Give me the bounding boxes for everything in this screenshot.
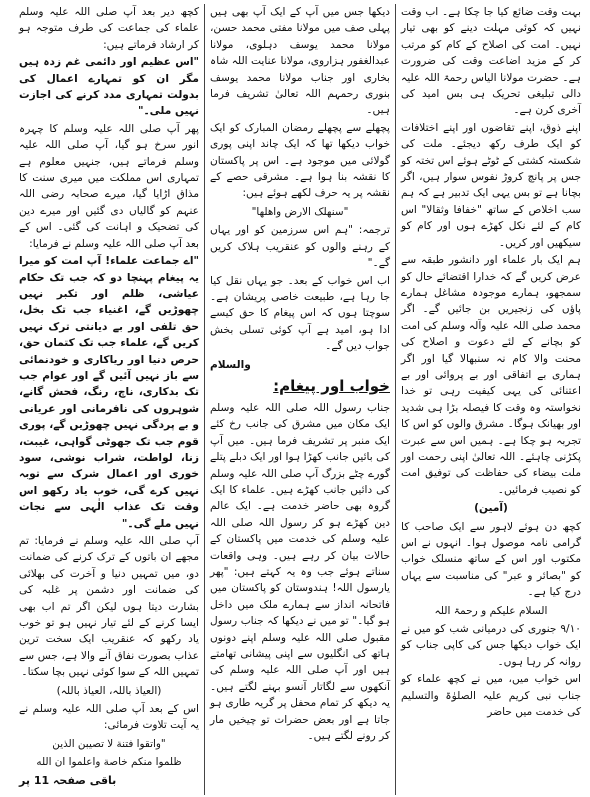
paragraph: اپنے ذوق، اپنے تقاضوں اور اپنے اختلافات کو ایک طرف رکھ دیجئے۔ ملت کی شکستہ کشتی کے ٹوٹے ہوئے اس تختہ کو جس پر پانچ کروڑ نفوس سوار ہیں، اگر بچانا ہے تو بس یہی ایک تدبیر ہے کہ ہم سب اخلاص کے ساتھ "خفافا وثقالا" اس کام کے لئے نکل کھڑے ہوں اور کام کو سیکھیں اور کریں۔ [401, 121, 581, 249]
column-divider [395, 4, 396, 795]
paragraph: جناب رسول اللہ صلی اللہ علیہ وسلم ایک مکان میں مشرق کی جانب رخ کئے ایک منبر پر تشریف فرما ہیں۔ میں آپ کی بائیں جانب کھڑا ہوا اور ایک دبلے پتلے گورے چٹے بزرگ آپ صلی اللہ علیہ وسلم کی دائیں جانب کھڑے ہیں۔ علماء کا ایک گروہ بھی حاضر خدمت ہے۔ ایک عالم دین کھڑے ہو کر رسول اللہ صلی اللہ علیہ وسلم کی خدمت میں پاکستان کے حالات بیان کر رہے ہیں۔ وہی واقعات سناتے ہوئے جب وہ یہ کہتے ہیں: "پھر یارسول اللہ! ہندوستان کو پاکستان میں فاتحانہ انداز سے ہمارے ملک میں داخل ہو گیا۔" تو میں نے دیکھا کہ جناب رسول مقبول صلی اللہ علیہ وسلم اپنے دونوں ہاتھ کی انگلیوں سے اپنی پیشانی تھامتے ہیں اور آپ صلی اللہ علیہ وسلم کی آنکھوں سے لگاتار آنسو بہنے لگتے ہیں۔ یہ دیکھ کر تمام محفل پر گریہ طاری ہو جاتا ہے اور بعض حضرات تو چیخیں مار کر رونے لگتے ہیں۔ [210, 401, 390, 743]
paragraph: بہت وقت ضائع کیا جا چکا ہے۔ اب وقت نہیں کہ کوئی مہلت دینے کو بھی تیار نہیں۔ امت کی اصلاح کے کام کو مرتب کر کے مزید اضاعت وقت کی ضرورت ہے۔ حضرت مولانا الیاس رحمۃ اللہ علیہ دالی تبلیغی تحریک ہی بس امید کی آخری کرن ہے۔ [401, 6, 581, 117]
dua-text: (العیاذ باللہ، العیاذ باللہ) [56, 684, 162, 697]
paragraph: ہم ایک بار علماء اور دانشور طبقہ سے عرض کریں گے کہ خدارا اقتضائے حال کو سمجھو، ہمارے موجودہ مشاغل ہمارے پاؤں کی زنجیریں بن جائیں گے۔ اگر محمد صلی اللہ علیہ وآلہ وسلم کی امت کو بچانے کے لئے دعوت و اصلاح کی محنت والا کام نہ سنبھالا گیا اور اگر ہماری بے اتفاقی اور بے پروائی اور بے اعتنائی کی یہی کیفیت رہی تو خدا نخواستہ وہ وقت کا فیصلہ بڑا ہی شدید اور بھیانک ہوگا۔ مشرق والوں کو اس کا تجربہ ہو چکا ہے۔ ہمیں اس سے عبرت پکڑنی چاہئے۔ اللہ تعالیٰ اپنی رحمت اور ملت بیضاء کی حفاظت کی توفیق امت کو نصیب فرمائیں۔ [401, 254, 581, 496]
prophetic-quote: "اس عظیم اور دائمی غم زدہ ہیں مگر ان کو تمہارے اعمال کی بدولت تمہاری مدد کرنے کی اجازت نہیں ملی۔" [19, 56, 199, 118]
translation: ترجمہ: "ہم اس سرزمین کو اور یہاں کے رہنے والوں کو عنقریب ہلاک کریں گے۔" [210, 224, 390, 270]
paragraph: دیکھا جس میں آپ کے ایک آپ بھی ہیں پہلی صف میں مولانا مفتی محمد حسن، مولانا محمد یوسف دہلوی، مولانا عبدالغفور ہزاروی، مولانا عنایت اللہ شاہ بخاری اور جناب مولانا محمد یوسف بنوری رحمہم اللہ تعالیٰ تشریف فرما ہیں۔ [210, 6, 390, 117]
closing-salutation: والسلام [210, 358, 251, 371]
paragraph: ۹/۱۰ جنوری کی درمیانی شب کو میں نے ایک خواب دیکھا جس کی کاپی جناب کو روانہ کر رہا ہوں۔ [401, 623, 581, 668]
continued-reference: باقی صفحہ 11 پر [19, 773, 117, 787]
column-right [396, 4, 586, 795]
paragraph: کچھ دیر بعد آپ صلی اللہ علیہ وسلم علماء کی جماعت کی طرف متوجہ ہو کر ارشاد فرماتے ہیں: [19, 6, 199, 51]
paragraph: اس خواب میں، میں نے کچھ علماء کو جناب نبی کریم علیہ الصلوٰۃ والتسلیم کی خدمت میں حاضر [401, 673, 581, 719]
ameen-text: (آمین) [474, 502, 508, 515]
arabic-quote: "سنهلک الارض واهلها" [251, 205, 349, 218]
paragraph: آپ صلی اللہ علیہ وسلم نے فرمایا: تم مجھے ان باتوں کے ترک کرنے کی ضمانت دو، میں تمہیں دنیا و آخرت کی بھلائی کی ضمانت اور دشمن پر غلبہ کی بشارت دیتا ہوں لیکن اگر تم اب بھی ایسا کرنے کے لئے تیار نہیں ہو تو خوب یاد رکھو کہ عنقریب ایک سخت ترین عذاب بصورت نفاق آنے والا ہے، جس سے تمہیں اللہ کے سوا کوئی نہیں بچا سکتا۔ [19, 535, 199, 679]
column-divider [204, 4, 205, 795]
paragraph: کچھ دن ہوئے لاہور سے ایک صاحب کا گرامی نامہ موصول ہوا۔ انہوں نے اس مکتوب اور اس کے ساتھ منسلک خواب کو "بصائر و عبر" کی مناسبت سے یہاں درج کیا ہے۔ [401, 520, 581, 599]
salutation: السلام علیکم و رحمۃ اللہ [434, 604, 548, 617]
section-heading: خواب اور پیغام: [273, 376, 390, 395]
paragraph: پھر آپ صلی اللہ علیہ وسلم کا چہرہ انور سرخ ہو گیا، آپ صلی اللہ علیہ وسلم فرماتے ہیں، جنہیں معلوم ہے تمہاری اس مملکت میں میری سنت کا مذاق اڑایا گیا، میرے صحابہ رضی اللہ عنہم کو گالیاں دی گئیں اور میرے دین کی تضحیک و اہانت کی گئی۔ اس کے بعد آپ صلی اللہ علیہ وسلم نے فرمایا: [19, 122, 199, 250]
paragraph: اب اس خواب کے بعد۔ جو یہاں نقل کیا جا رہا ہے، طبیعت خاصی پریشان ہے۔ سوچتا ہوں کہ اس پیغام کا حق کیسے ادا ہو، امید ہے آپ کوئی تسلی بخش جواب دیں گے۔ [210, 274, 390, 353]
quran-verse-line: ظلموا منكم خاصة واعلموا ان الله [36, 756, 182, 769]
column-middle [205, 4, 395, 795]
quran-verse-line: "واتقوا فتنة لا تصيبن الذين [52, 737, 166, 750]
column-left [14, 4, 204, 795]
prophetic-message: "اے جماعت علماء! آپ امت کو میرا یہ پیغام پہنچا دو کہ جب تک حکام عیاشی، ظلم اور تکبر نہیں چھوڑیں گے، اغنیاء جب تک بخل، حق تلفی اور بے دیانتی ترک نہیں کریں گے، علماء جب تک کتمان حق، حرص دنیا اور ریاکاری و خودنمائی سے باز نہیں آئیں گے اور عوام جب تک بدکاری، ناچ، رنگ، فحش گانے، شوہروں کی نافرمانی اور عریانی و بے پردگی نہیں چھوڑیں گے، پوری قوم جب تک جھوٹی گواہی، غیبت، زنا، لواطت، شراب نوشی، سود خوری اور اعمال شرک سے توبہ نہیں کرے گی، خوب یاد رکھو اس وقت تک عذاب الٰہی سے نجات نہیں ملے گی۔" [19, 255, 199, 530]
paragraph: پچھلے سے پچھلے رمضان المبارک کو ایک خواب دیکھا تھا کہ ایک چاند اپنی پوری گولائی میں موجود ہے۔ اس پر پاکستان کا نقشہ بنا ہوا ہے۔ مشرقی حصے کے نقشہ پر یہ حرف لکھے ہوئے ہیں: [210, 121, 390, 200]
paragraph: اس کے بعد آپ صلی اللہ علیہ وسلم نے یہ آیت تلاوت فرمائی: [19, 703, 199, 732]
